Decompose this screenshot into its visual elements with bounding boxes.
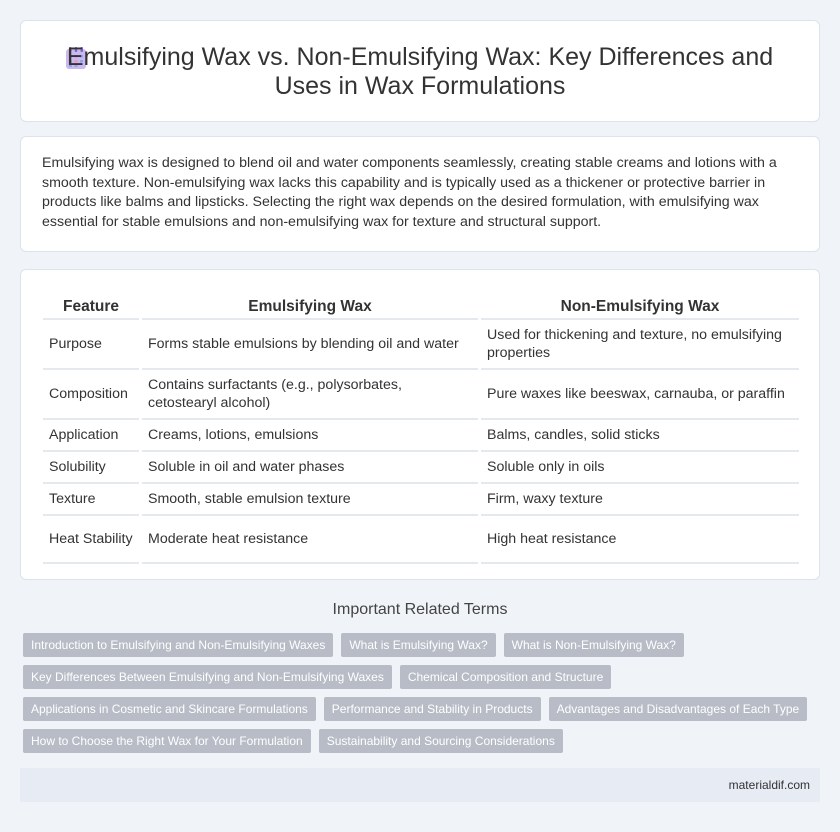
related-term-tag[interactable]: What is Emulsifying Wax? bbox=[341, 633, 495, 657]
table-row bbox=[43, 452, 799, 484]
row-non-emulsifying: Firm, waxy texture bbox=[481, 484, 799, 516]
related-term-tag[interactable]: Applications in Cosmetic and Skincare Formulations bbox=[23, 697, 316, 721]
footer bbox=[20, 768, 820, 802]
table-header-row bbox=[43, 296, 799, 320]
related-term-tag[interactable]: Chemical Composition and Structure bbox=[400, 665, 611, 689]
title-card bbox=[20, 20, 820, 122]
footer-site[interactable]: materialdif.com bbox=[728, 778, 810, 792]
row-feature: Composition bbox=[43, 370, 139, 420]
row-feature: Heat Stability bbox=[43, 516, 139, 564]
row-emulsifying: Contains surfactants (e.g., polysorbates, cetostearyl alcohol) bbox=[142, 370, 478, 420]
related-term-tag[interactable]: Advantages and Disadvantages of Each Type bbox=[549, 697, 808, 721]
intro-card bbox=[20, 136, 820, 252]
table-row bbox=[43, 370, 799, 420]
related-term-tag[interactable]: Performance and Stability in Products bbox=[324, 697, 541, 721]
comparison-card bbox=[20, 269, 820, 580]
row-feature: Solubility bbox=[43, 452, 139, 484]
row-emulsifying: Soluble in oil and water phases bbox=[142, 452, 478, 484]
related-terms-list bbox=[23, 633, 813, 761]
row-feature: Application bbox=[43, 420, 139, 452]
comparison-table bbox=[43, 296, 799, 564]
table-row bbox=[43, 420, 799, 452]
intro-paragraph: Emulsifying wax is designed to blend oil and water components seamlessly, creating stable creams and lotions with a smooth texture. Non-emulsifying wax lacks this capability and is typically used as a thickener or protective barrier in products like balms and lipsticks. Selecting the right wax depends on the desired formulation, with emulsifying wax essential for stable emulsions and non-emulsifying wax for texture and structural support. bbox=[42, 155, 777, 230]
tag-row bbox=[23, 665, 813, 689]
row-non-emulsifying: Pure waxes like beeswax, carnauba, or paraffin bbox=[481, 370, 799, 420]
related-term-tag[interactable]: Introduction to Emulsifying and Non-Emulsifying Waxes bbox=[23, 633, 333, 657]
tag-row bbox=[23, 633, 813, 657]
table-row bbox=[43, 484, 799, 516]
related-terms-title: Important Related Terms bbox=[332, 601, 508, 618]
row-non-emulsifying: Used for thickening and texture, no emulsifying properties bbox=[481, 320, 799, 370]
row-non-emulsifying: Soluble only in oils bbox=[481, 452, 799, 484]
header-emulsifying: Emulsifying Wax bbox=[142, 296, 478, 320]
row-feature: Purpose bbox=[43, 320, 139, 370]
related-term-tag[interactable]: How to Choose the Right Wax for Your Formulation bbox=[23, 729, 311, 753]
row-feature: Texture bbox=[43, 484, 139, 516]
header-non-emulsifying: Non-Emulsifying Wax bbox=[481, 296, 799, 320]
row-emulsifying: Creams, lotions, emulsions bbox=[142, 420, 478, 452]
table-row bbox=[43, 516, 799, 564]
row-non-emulsifying: Balms, candles, solid sticks bbox=[481, 420, 799, 452]
page-title: Emulsifying Wax vs. Non-Emulsifying Wax: Key Differences and Uses in Wax Formulations bbox=[66, 43, 774, 100]
tag-row bbox=[23, 697, 813, 721]
row-emulsifying: Forms stable emulsions by blending oil and water bbox=[142, 320, 478, 370]
related-term-tag[interactable]: What is Non-Emulsifying Wax? bbox=[504, 633, 684, 657]
row-emulsifying: Smooth, stable emulsion texture bbox=[142, 484, 478, 516]
related-term-tag[interactable]: Sustainability and Sourcing Considerations bbox=[319, 729, 563, 753]
tag-row bbox=[23, 729, 813, 753]
related-term-tag[interactable]: Key Differences Between Emulsifying and Non-Emulsifying Waxes bbox=[23, 665, 392, 689]
row-emulsifying: Moderate heat resistance bbox=[142, 516, 478, 564]
table-row bbox=[43, 320, 799, 370]
row-non-emulsifying: High heat resistance bbox=[481, 516, 799, 564]
header-feature: Feature bbox=[43, 296, 139, 320]
